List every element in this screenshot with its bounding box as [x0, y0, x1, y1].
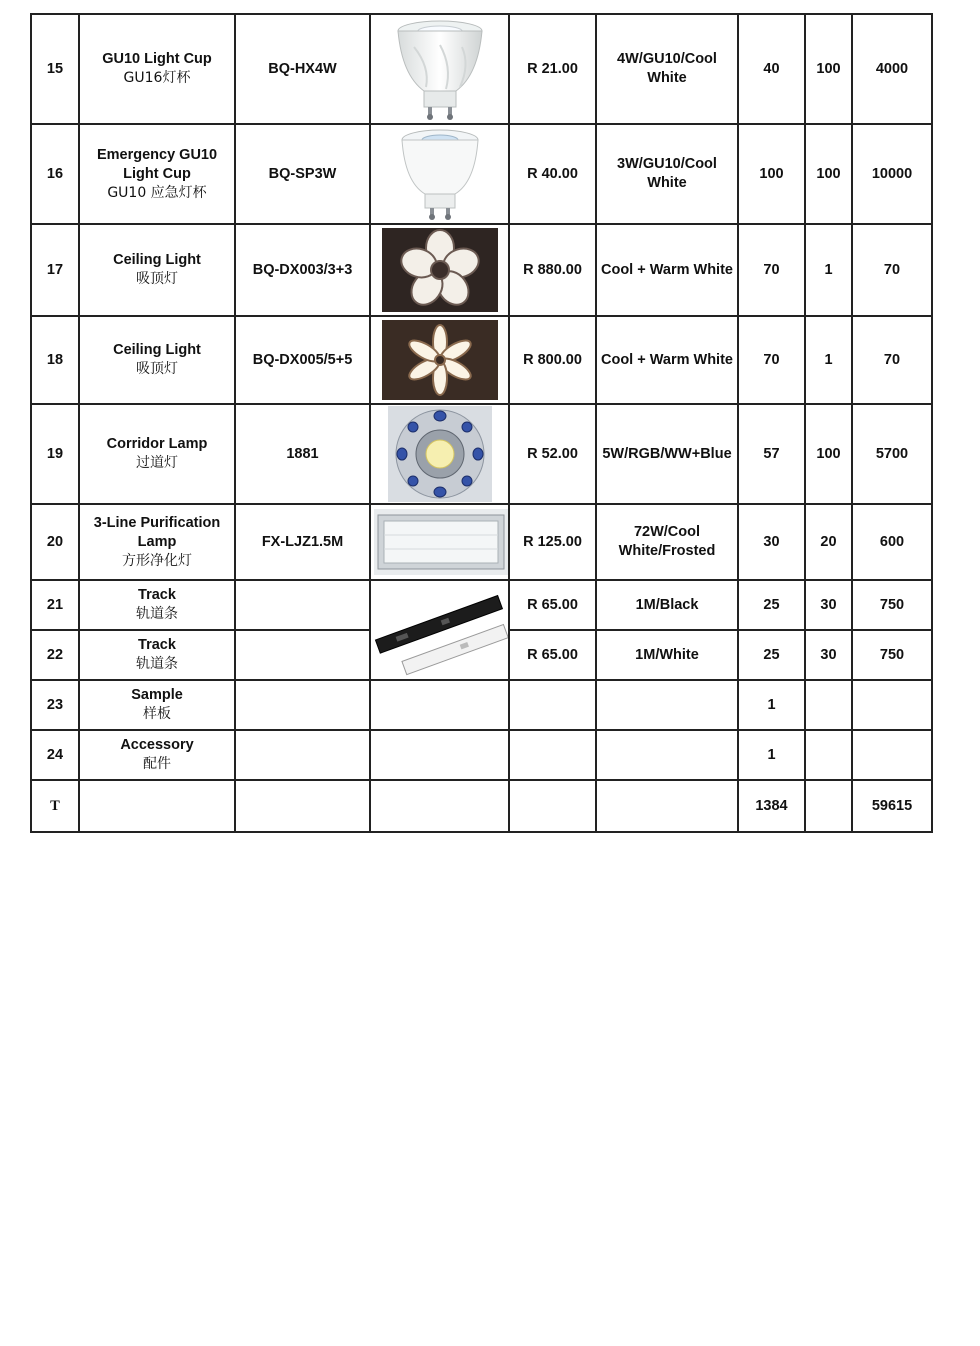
item-price: [509, 680, 596, 730]
item-model: BQ-DX005/5+5: [235, 316, 370, 404]
item-image-cell: [370, 730, 509, 780]
item-spec: 3W/GU10/Cool White: [596, 124, 738, 224]
item-model: 1881: [235, 404, 370, 504]
item-image-cell: [370, 504, 509, 580]
item-model: BQ-DX003/3+3: [235, 224, 370, 316]
item-name: [79, 730, 235, 780]
item-name-en: Track: [138, 637, 176, 653]
item-qty: 40: [738, 14, 805, 124]
item-image-cell: [370, 14, 509, 124]
item-name-en: Corridor Lamp: [106, 436, 208, 452]
totals-empty: [509, 780, 596, 832]
item-name-cn: 方形净化灯: [122, 552, 192, 569]
item-total: 10000: [852, 124, 932, 224]
item-number: 22: [31, 630, 79, 680]
item-price: R 125.00: [509, 504, 596, 580]
item-total: 70: [852, 316, 932, 404]
table-row: [31, 124, 932, 224]
item-price: R 40.00: [509, 124, 596, 224]
item-name-en: GU10 Light Cup: [102, 51, 212, 67]
item-name-cn: 吸顶灯: [136, 271, 178, 287]
item-price: [509, 730, 596, 780]
table-row: [31, 224, 932, 316]
totals-empty: [596, 780, 738, 832]
gu10-bulb-photo: [390, 17, 490, 121]
totals-qty: 1384: [738, 780, 805, 832]
item-qty: 30: [738, 504, 805, 580]
item-name-en: Sample: [131, 687, 183, 703]
item-qty: 1: [738, 680, 805, 730]
item-total: [852, 730, 932, 780]
item-pack: [805, 680, 852, 730]
item-name-en: Accessory: [120, 737, 194, 753]
item-name-en: Track: [138, 587, 176, 603]
item-spec: 5W/RGB/WW+Blue: [596, 404, 738, 504]
item-name-en: Emergency GU10 Light Cup: [96, 146, 218, 182]
item-model: [235, 680, 370, 730]
item-pack: [805, 730, 852, 780]
item-price: R 800.00: [509, 316, 596, 404]
item-qty: 1: [738, 730, 805, 780]
item-spec: Cool + Warm White: [596, 316, 738, 404]
table-row: [31, 316, 932, 404]
item-price: R 52.00: [509, 404, 596, 504]
item-spec: 1M/White: [596, 630, 738, 680]
item-model: [235, 730, 370, 780]
product-price-table: [30, 13, 933, 833]
item-name: [79, 504, 235, 580]
item-name: [79, 224, 235, 316]
item-price: R 21.00: [509, 14, 596, 124]
item-model: BQ-SP3W: [235, 124, 370, 224]
item-name-cn: 轨道条: [136, 656, 178, 672]
item-number: 18: [31, 316, 79, 404]
item-pack: 20: [805, 504, 852, 580]
emergency-gu10-photo: [395, 126, 485, 222]
item-pack: 1: [805, 316, 852, 404]
item-pack: 1: [805, 224, 852, 316]
totals-empty: [79, 780, 235, 832]
item-price: R 880.00: [509, 224, 596, 316]
item-number: 24: [31, 730, 79, 780]
item-total: 5700: [852, 404, 932, 504]
item-image-cell: [370, 124, 509, 224]
item-qty: 25: [738, 630, 805, 680]
item-total: 600: [852, 504, 932, 580]
item-name-cn: GU10 应急灯杯: [107, 184, 207, 201]
item-number: 15: [31, 14, 79, 124]
item-name-cn: 吸顶灯: [136, 361, 178, 377]
item-total: 750: [852, 630, 932, 680]
item-number: 16: [31, 124, 79, 224]
item-name: [79, 14, 235, 124]
table-row: [31, 14, 932, 124]
item-name-en: Ceiling Light: [113, 252, 201, 268]
item-price: R 65.00: [509, 580, 596, 630]
totals-empty: [805, 780, 852, 832]
item-name: [79, 316, 235, 404]
item-name: [79, 630, 235, 680]
item-number: 21: [31, 580, 79, 630]
item-name: [79, 124, 235, 224]
table-row: [31, 680, 932, 730]
totals-empty: [235, 780, 370, 832]
item-name-en: 3-Line Purification Lamp: [93, 514, 221, 550]
ceiling-light-photo: [382, 228, 498, 312]
item-spec: [596, 730, 738, 780]
item-name-cn: 样板: [143, 706, 171, 722]
item-name: [79, 680, 235, 730]
item-qty: 70: [738, 224, 805, 316]
item-name: [79, 580, 235, 630]
item-total: 750: [852, 580, 932, 630]
item-pack: 100: [805, 404, 852, 504]
totals-amount: 59615: [852, 780, 932, 832]
table-row: [31, 580, 932, 630]
item-number: 19: [31, 404, 79, 504]
item-spec: Cool + Warm White: [596, 224, 738, 316]
corridor-lamp-photo: [388, 406, 492, 502]
item-name-cn: GU16灯杯: [123, 70, 191, 86]
item-pack: 30: [805, 580, 852, 630]
item-qty: 70: [738, 316, 805, 404]
item-qty: 25: [738, 580, 805, 630]
table-row: [31, 504, 932, 580]
item-qty: 57: [738, 404, 805, 504]
item-model: [235, 630, 370, 680]
totals-empty: [370, 780, 509, 832]
item-number: 23: [31, 680, 79, 730]
item-image-cell: [370, 404, 509, 504]
item-spec: 1M/Black: [596, 580, 738, 630]
track-rails-photo: [374, 583, 508, 677]
table-row: [31, 404, 932, 504]
item-model: BQ-HX4W: [235, 14, 370, 124]
item-number: 17: [31, 224, 79, 316]
purification-lamp-photo: [374, 509, 508, 575]
item-pack: 100: [805, 14, 852, 124]
item-image-cell: [370, 316, 509, 404]
item-spec: 72W/Cool White/Frosted: [596, 504, 738, 580]
totals-row: [31, 780, 932, 832]
item-spec: [596, 680, 738, 730]
item-name-cn: 过道灯: [136, 455, 178, 471]
item-pack: 30: [805, 630, 852, 680]
item-name-cn: 配件: [143, 756, 171, 772]
item-image-cell: [370, 680, 509, 730]
item-model: [235, 580, 370, 630]
item-total: 70: [852, 224, 932, 316]
item-number: 20: [31, 504, 79, 580]
item-image-cell: [370, 580, 509, 680]
item-price: R 65.00: [509, 630, 596, 680]
item-model: FX-LJZ1.5M: [235, 504, 370, 580]
item-qty: 100: [738, 124, 805, 224]
flower-ceiling-light-photo: [382, 320, 498, 400]
item-image-cell: [370, 224, 509, 316]
item-total: 4000: [852, 14, 932, 124]
item-spec: 4W/GU10/Cool White: [596, 14, 738, 124]
item-name-cn: 轨道条: [136, 606, 178, 622]
item-total: [852, 680, 932, 730]
table-row: [31, 730, 932, 780]
item-name-en: Ceiling Light: [113, 342, 201, 358]
item-pack: 100: [805, 124, 852, 224]
item-name: [79, 404, 235, 504]
totals-mark: T: [31, 780, 79, 832]
